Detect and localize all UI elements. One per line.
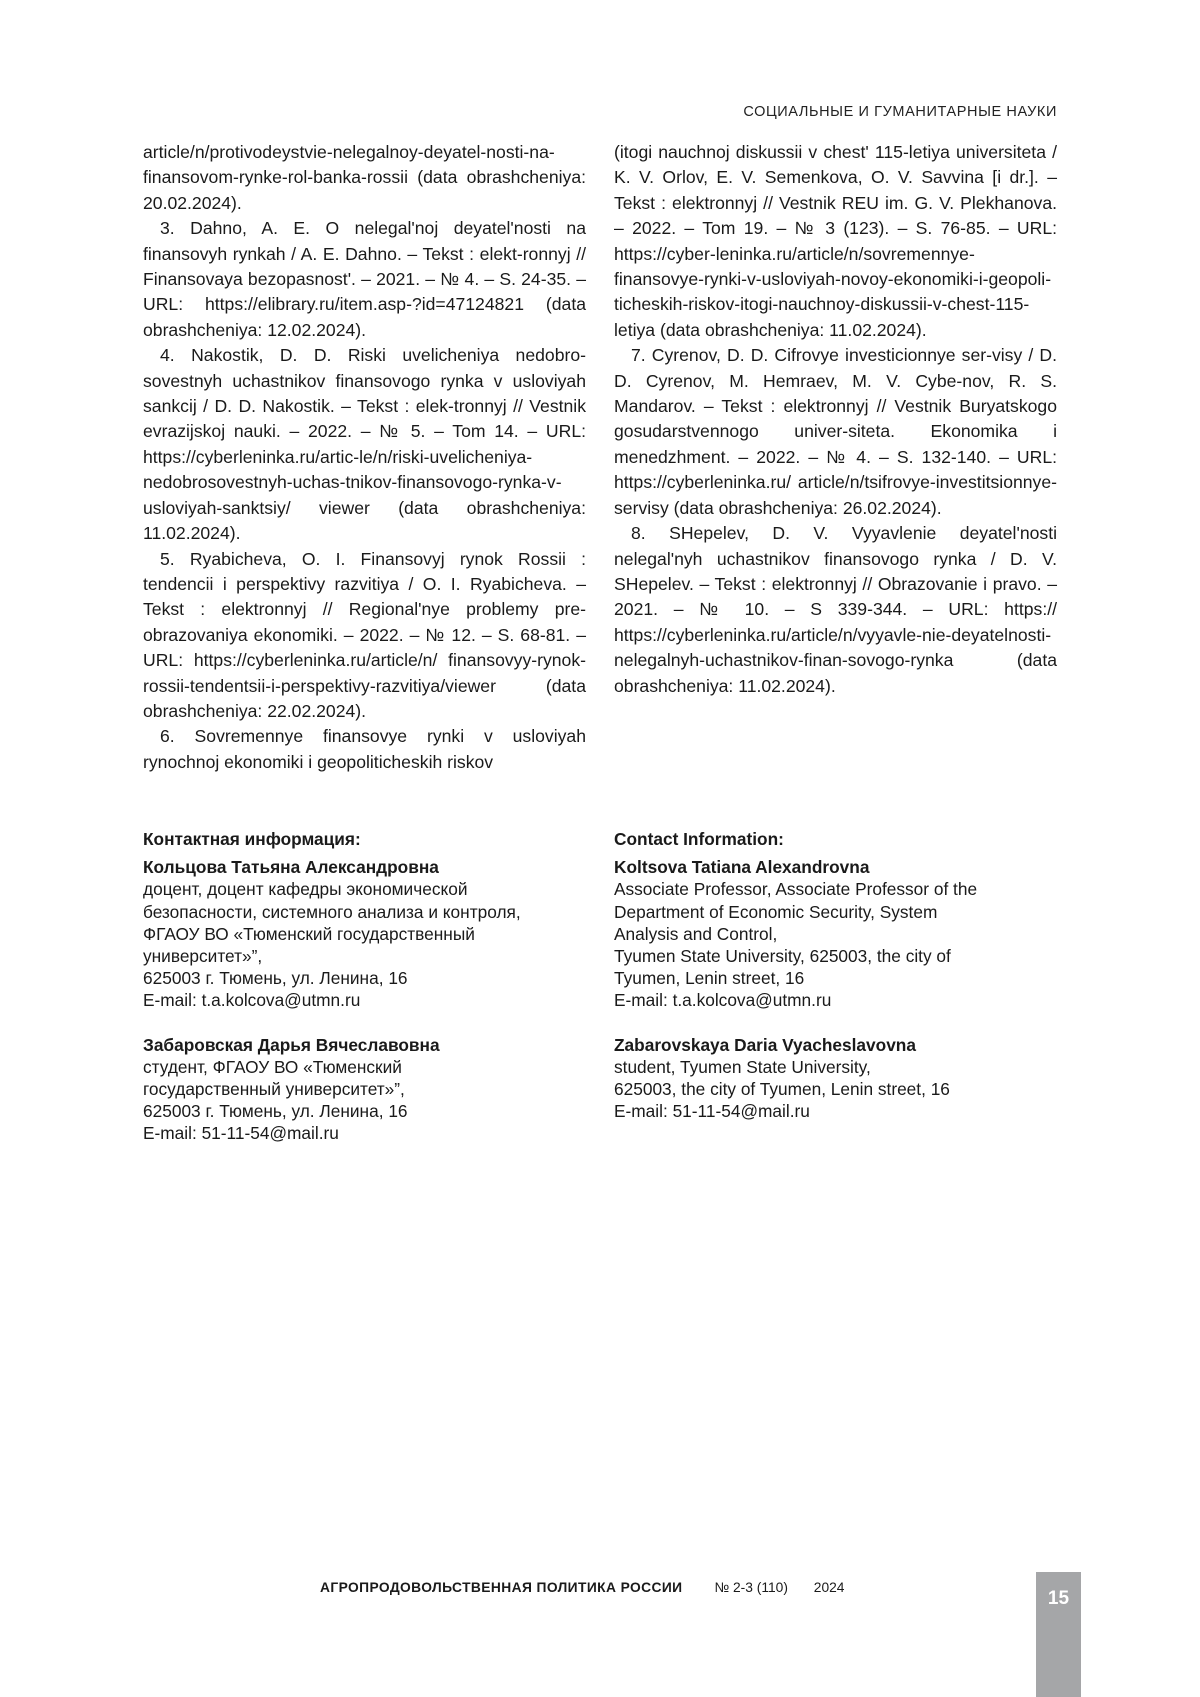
- reference-entry: 5. Ryabicheva, O. I. Finansovyj rynok Rossii : tendencii i perspektivy razvitiya / O. I. Ryabicheva. – Tekst : elektronnyj // Regional'nye problemy pre-obrazovaniya ekonomiki. – 2022. – № 12. – S. 68-81. – URL: https://cyberleninka.ru/article/n/ finansovyy-rynok-rossii-tendentsii-i-perspektivy-razvitiya/viewer (data obrashcheniya: 22.02.2024).: [143, 548, 586, 721]
- contact-name: Забаровская Дарья Вячеславовна: [143, 1034, 440, 1055]
- contact-person: [614, 1034, 1054, 1123]
- contact-line: Department of Economic Security, System: [614, 901, 938, 922]
- issue-number: № 2-3 (110): [714, 1580, 788, 1595]
- contact-line: государственный университет»”,: [143, 1079, 405, 1100]
- contact-name: Zabarovskaya Daria Vyacheslavovna: [614, 1034, 916, 1055]
- contact-line: 625003, the city of Tyumen, Lenin street, 16: [614, 1079, 950, 1100]
- contact-line: ФГАОУ ВО «Тюменский государственный: [143, 923, 475, 944]
- references-right-column: [614, 140, 1057, 699]
- contact-line: безопасности, системного анализа и контроля,: [143, 901, 521, 922]
- contact-email: E-mail: t.a.kolcova@utmn.ru: [143, 990, 361, 1011]
- contact-line: доцент, доцент кафедры экономической: [143, 879, 468, 900]
- contacts-en: [614, 828, 1054, 1144]
- references-left-column: [143, 140, 586, 775]
- contact-person: [143, 856, 583, 1011]
- contact-email: E-mail: 51-11-54@mail.ru: [143, 1123, 339, 1144]
- page-number: 15: [1047, 1588, 1070, 1609]
- contact-line: университет»”,: [143, 946, 263, 967]
- contacts-title: Contact Information:: [614, 829, 784, 849]
- reference-entry: 8. SHepelev, D. V. Vyyavlenie deyatel'nosti nelegal'nyh uchastnikov finansovogo rynka / D. V. SHepelev. – Tekst : elektronnyj // Obrazovanie i pravo. – 2021. – № 10. – S 339-344. – URL: https:// https://cyberleninka.ru/article/n/vyyavle-nie-deyatelnosti-nelegalnyh-uchastnikov-finan-sovogo-rynka (data obrashcheniya: 11.02.2024).: [614, 523, 1057, 696]
- contact-line: student, Tyumen State University,: [614, 1056, 871, 1077]
- contact-line: 625003 г. Тюмень, ул. Ленина, 16: [143, 1101, 408, 1122]
- reference-entry: 7. Cyrenov, D. D. Cifrovye investicionnye ser-visy / D. D. Cyrenov, M. Hemraev, M. V. Cybe-nov, R. S. Mandarov. – Tekst : elektronnyj // Vestnik Buryatskogo gosudarstvennogo univer-siteta. Ekonomika i menedzhment. – 2022. – № 4. – S. 132-140. – URL: https://cyberleninka.ru/ article/n/tsifrovye-investitsionnye-servisy (data obrashcheniya: 26.02.2024).: [614, 345, 1057, 518]
- page-number-tab: [1036, 1572, 1081, 1697]
- reference-entry: 4. Nakostik, D. D. Riski uvelicheniya nedobro-sovestnyh uchastnikov finansovogo rynka v usloviyah sankcij / D. D. Nakostik. – Tekst : elek-tronnyj // Vestnik evrazijskoj nauki. – 2022. – № 5. – Tom 14. – URL: https://cyberleninka.ru/artic-le/n/riski-uvelicheniya-nedobrosovestnyh-uchas-tnikov-finansovogo-rynka-v-usloviyah-sanktsiy/ viewer (data obrashcheniya: 11.02.2024).: [143, 345, 586, 544]
- page-footer: [320, 1580, 844, 1595]
- contact-name: Кольцова Татьяна Александровна: [143, 857, 439, 878]
- contact-line: 625003 г. Тюмень, ул. Ленина, 16: [143, 968, 408, 989]
- contacts-ru: [143, 828, 583, 1167]
- journal-title: АГРОПРОДОВОЛЬСТВЕННАЯ ПОЛИТИКА РОССИИ: [320, 1580, 683, 1595]
- contact-person: [614, 856, 1054, 1011]
- running-header: СОЦИАЛЬНЫЕ И ГУМАНИТАРНЫЕ НАУКИ: [743, 104, 1057, 120]
- contact-line: студент, ФГАОУ ВО «Тюменский: [143, 1056, 402, 1077]
- contact-line: Analysis and Control,: [614, 923, 778, 944]
- contact-line: Tyumen, Lenin street, 16: [614, 968, 805, 989]
- contact-name: Koltsova Tatiana Alexandrovna: [614, 857, 870, 878]
- reference-entry: 6. Sovremennye finansovye rynki v usloviyah rynochnoj ekonomiki i geopoliticheskih riskov: [143, 726, 586, 772]
- contact-email: E-mail: 51-11-54@mail.ru: [614, 1101, 810, 1122]
- issue-year: 2024: [813, 1580, 845, 1595]
- contact-person: [143, 1034, 583, 1145]
- reference-entry: (itogi nauchnoj diskussii v chest' 115-letiya universiteta / K. V. Orlov, E. V. Semenkova, O. V. Savvina [i dr.]. – Tekst : elektronnyj // Vestnik REU im. G. V. Plekhanova. – 2022. – Tom 19. – № 3 (123). – S. 76-85. – URL: https://cyber-leninka.ru/article/n/sovremennye-finansovye-rynki-v-usloviyah-novoy-ekonomiki-i-geopoli-ticheskih-riskov-itogi-nauchnoy-diskussii-v-chest-115-letiya (data obrashcheniya: 11.02.2024).: [614, 142, 1057, 340]
- contacts-title: Контактная информация:: [143, 829, 361, 849]
- reference-entry: 3. Dahno, A. E. O nelegal'noj deyatel'nosti na finansovyh rynkah / A. E. Dahno. – Tekst : elekt-ronnyj // Finansovaya bezopasnost'. – 2021. – № 4. – S. 24-35. – URL: https://elibrary.ru/item.asp-?id=47124821 (data obrashcheniya: 12.02.2024).: [143, 218, 586, 340]
- reference-entry: article/n/protivodeystvie-nelegalnoy-deyatel-nosti-na-finansovom-rynke-rol-banka-rossii (data obrashcheniya: 20.02.2024).: [143, 142, 586, 213]
- contact-email: E-mail: t.a.kolcova@utmn.ru: [614, 990, 832, 1011]
- contact-line: Tyumen State University, 625003, the city of: [614, 946, 951, 967]
- contact-line: Associate Professor, Associate Professor of the: [614, 879, 978, 900]
